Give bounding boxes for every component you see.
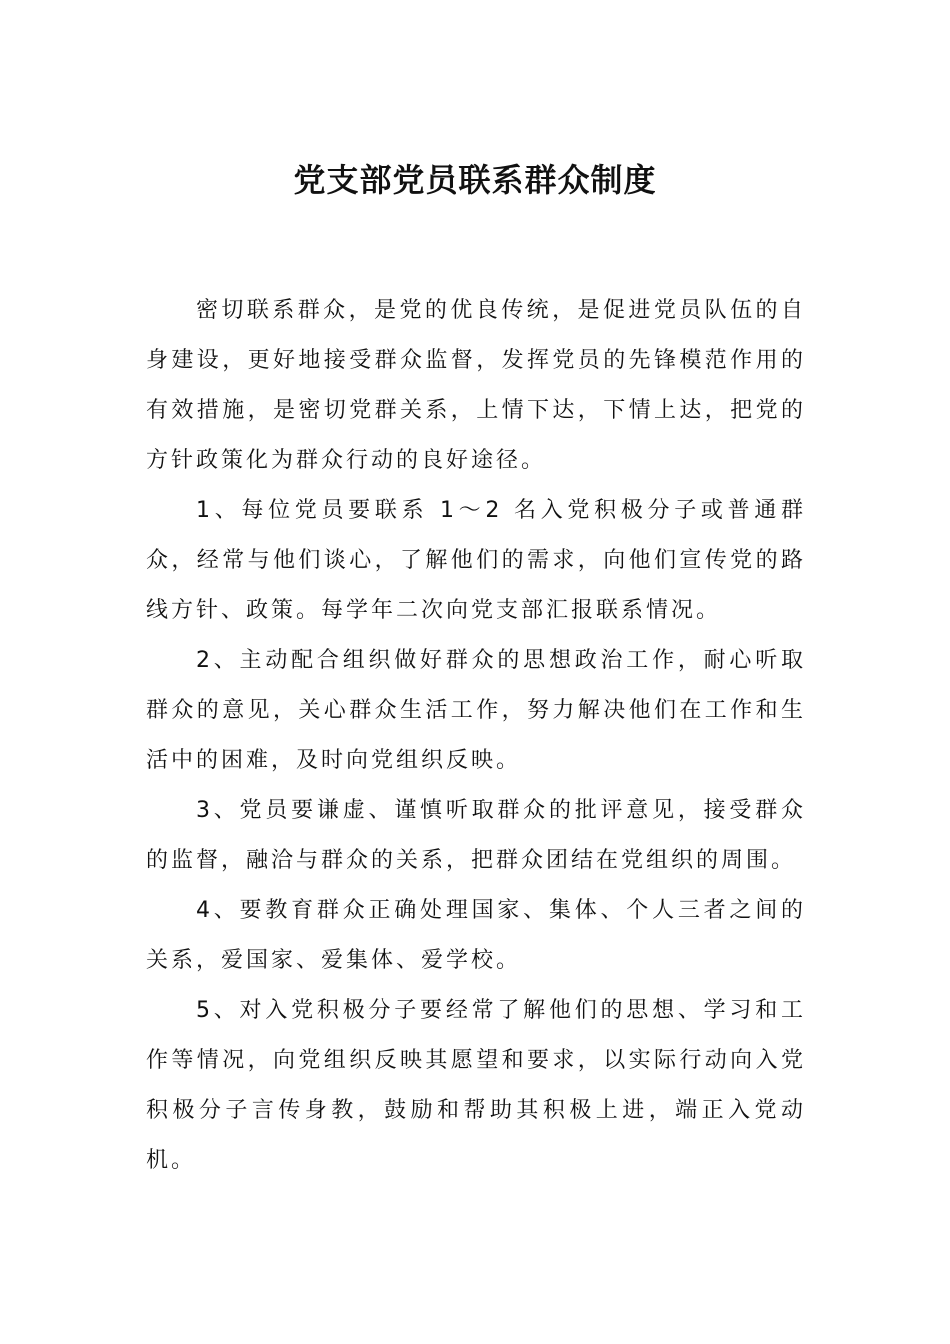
rule-paragraph-5: 5、对入党积极分子要经常了解他们的思想、学习和工作等情况，向党组织反映其愿望和要求，以实际行动向入党积极分子言传身教，鼓励和帮助其积极上进，端正入党动机。: [146, 998, 806, 1173]
rule-paragraph-1: 1、每位党员要联系 1～2 名入党积极分子或普通群众，经常与他们谈心，了解他们的需求，向他们宣传党的路线方针、政策。每学年二次向党支部汇报联系情况。: [146, 498, 806, 623]
document-title: 党支部党员联系群众制度: [293, 161, 657, 199]
intro-paragraph: 密切联系群众，是党的优良传统，是促进党员队伍的自身建设，更好地接受群众监督，发挥党员的先锋模范作用的有效措施，是密切党群关系，上情下达，下情上达，把党的方针政策化为群众行动的良好途径。: [146, 298, 806, 473]
rule-paragraph-4: 4、要教育群众正确处理国家、集体、个人三者之间的关系，爱国家、爱集体、爱学校。: [146, 898, 806, 973]
rule-paragraph-2: 2、主动配合组织做好群众的思想政治工作，耐心听取群众的意见，关心群众生活工作，努力解决他们在工作和生活中的困难，及时向党组织反映。: [146, 648, 806, 773]
rule-paragraph-3: 3、党员要谦虚、谨慎听取群众的批评意见，接受群众的监督，融洽与群众的关系，把群众团结在党组织的周围。: [146, 798, 806, 873]
document-body: [146, 286, 806, 1186]
